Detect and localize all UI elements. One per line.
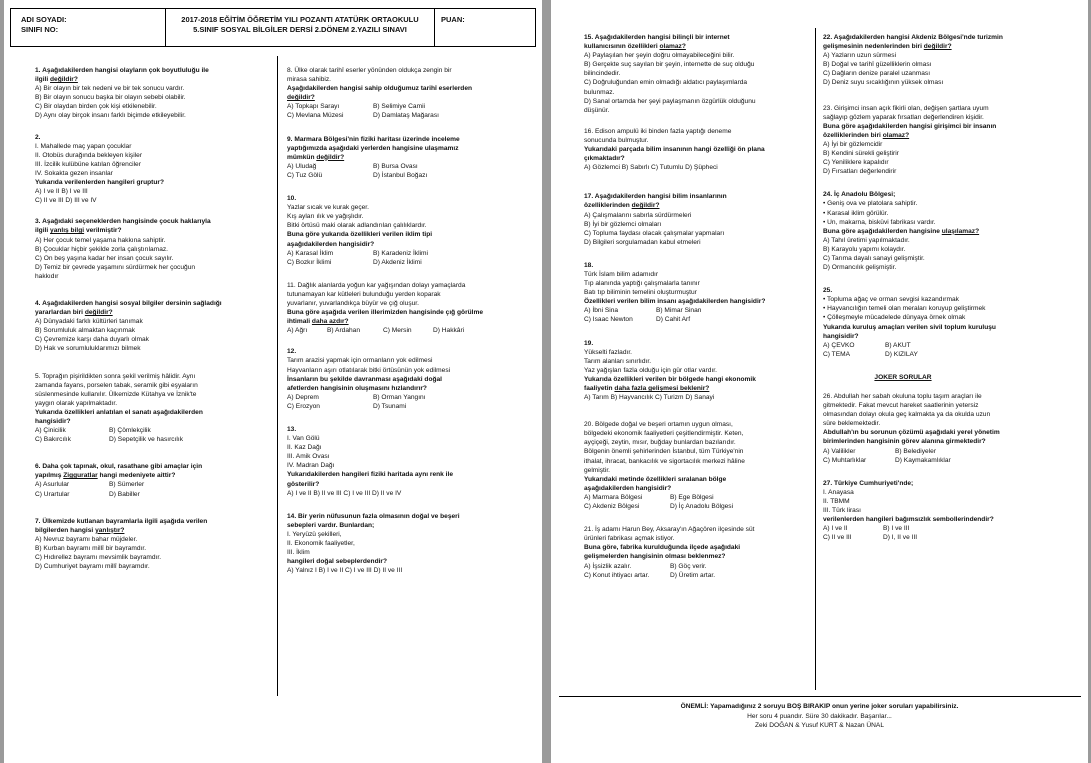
question-text: hangisidir?	[35, 418, 71, 425]
option-d[interactable]: D) Deniz suyu sıcaklığının yüksek olması	[823, 79, 944, 87]
statement: IV. Madran Dağı	[287, 462, 335, 470]
option-a[interactable]: A) İbni Sina	[584, 307, 619, 315]
question-text: 7. Ülkemizde kutlanan bayramlarla ilgili aşağıda verilen	[35, 517, 208, 525]
question-text: Yukarıda özellikleri verilen bir bölgede hangi ekonomik	[584, 375, 756, 383]
statement: I. Mahallede maç yapan çocuklar	[35, 142, 132, 150]
question-text: mümkün	[287, 153, 317, 161]
option-c[interactable]: C) Isaac Newton	[584, 316, 633, 324]
question-number: 10.	[287, 195, 297, 203]
passage: 11. Dağlık alanlarda yoğun kar yağışından dolayı yamaçlarda	[287, 281, 466, 289]
options[interactable]: A) Yalnız I B) I ve II C) I ve III D) II ve III	[287, 567, 403, 575]
option-a[interactable]: A) Çinicilik	[35, 427, 66, 435]
question-17	[584, 192, 812, 247]
option-d[interactable]: D) Temiz bir çevrede yaşamını sürdürmek her çocuğun	[35, 263, 196, 271]
teacher-names: Zeki DOĞAN & Yusuf KURT & Nazan ÜNAL	[755, 722, 884, 729]
options[interactable]: A) Tarım B) Hayvancılık C) Turizm D) Sanayi	[584, 394, 715, 402]
question-20	[584, 420, 812, 511]
passage: yuvarlanır, yuvarlandıkça büyür ve çığ oluşur.	[287, 299, 419, 307]
question-text: 17. Aşağıdakilerden hangisi bilim insanlarının	[584, 193, 727, 201]
statement: Yükselti fazladır.	[584, 348, 633, 356]
option-c[interactable]: C) Hıdırellez bayramı mevsimlik bayramdır.	[35, 554, 162, 562]
question-12	[287, 347, 523, 411]
question-26	[823, 392, 1085, 465]
statement: IV. Sokakta gezen insanlar	[35, 169, 113, 177]
passage: tutunamayan kar kütleleri bulunduğu yerden koparak	[287, 290, 441, 298]
options-a-b[interactable]: A) I ve II B) I ve III	[35, 188, 88, 196]
passage: 8. Ülke olarak tarihî eserler yönünden oldukça zengin bir	[287, 67, 452, 74]
question-emphasis: değildir?	[287, 94, 315, 102]
question-text: hangisidir?	[823, 332, 859, 340]
statement: II. Otobüs durağında bekleyen kişiler	[35, 151, 143, 159]
option-b[interactable]: B) Kurban bayramı millî bir bayramdır.	[35, 544, 147, 552]
statement: II. Kaz Dağı	[287, 444, 322, 452]
question-25	[823, 286, 1085, 359]
option-d[interactable]: D) Damlataş Mağarası	[373, 112, 439, 120]
question-text: Yukarıda verilenlerden hangileri gruptur?	[35, 179, 164, 187]
option-c[interactable]: C) Bozkır İklimi	[287, 258, 332, 266]
question-emphasis: değildir?	[84, 309, 113, 317]
column-divider	[815, 28, 816, 690]
option-a[interactable]: A) Tahıl üretimi yapılmaktadır.	[823, 236, 910, 244]
question-11	[287, 281, 523, 336]
question-21	[584, 525, 812, 580]
option-a[interactable]: A) Asurlular	[35, 481, 70, 489]
question-text: afetlerden hangisinin oluşmasını hızlandırır?	[287, 384, 427, 392]
question-2	[35, 133, 273, 206]
option-c[interactable]: C) Akdeniz Bölgesi	[584, 503, 640, 511]
question-text: birimlerinden hangisinin görev alanına girmektedir?	[823, 438, 986, 446]
option-a[interactable]: A) I ve II	[823, 525, 848, 533]
passage: 21. İş adamı Harun Bey, Aksaray'ın Ağaçören ilçesinde süt	[584, 526, 755, 534]
question-emphasis: ulaşılamaz?	[941, 227, 980, 235]
option-a[interactable]: A) Marmara Bölgesi	[584, 493, 643, 501]
passage: 20. Bölgede doğal ve beşeri ortamın uygun olması,	[584, 421, 733, 429]
option-a[interactable]: A) Uludağ	[287, 162, 317, 170]
option-a[interactable]: A) Topkapı Sarayı	[287, 103, 340, 111]
passage: yaygın olarak yapılmaktadır.	[35, 399, 118, 407]
question-text: Buna göre, fabrika kurulduğunda ilçede aşağıdaki	[584, 544, 741, 552]
option-b[interactable]: B) Doğal ve tarihî güzelliklerin olması	[823, 61, 932, 69]
option-b[interactable]: B) Sorumluluk almaktan kaçınmak	[35, 327, 136, 335]
option-b[interactable]: B) Karayolu yapımı kolaydır.	[823, 245, 906, 253]
question-number: 2.	[35, 133, 41, 141]
school-title: 2017-2018 EĞİTİM ÖĞRETİM YILI POZANTI ATATÜRK ORTAOKULU	[181, 15, 419, 24]
question-number: 13.	[287, 426, 297, 433]
question-text: gelişmesinin nedenlerinden biri	[823, 43, 924, 51]
option-b[interactable]: B) Ege Bölgesi	[670, 493, 714, 501]
option-c[interactable]: C) Konut ihtiyacı artar.	[584, 571, 650, 579]
question-emphasis: yanlış bilgi	[50, 227, 85, 235]
passage: bölgedeki ekonomik faaliyetleri çeşitlendirmiştir. Keten,	[584, 430, 744, 438]
question-4	[35, 299, 273, 354]
option-b[interactable]: B) Kendini sürekli geliştirir	[823, 150, 899, 158]
question-text: yaptığımızda aşağıdaki yerlerden hangisine ulaşmamız	[287, 144, 459, 152]
passage: zamanda fayans, porselen tabak, seramik gibi eşyaların	[35, 381, 198, 389]
question-16	[584, 127, 812, 172]
question-text: verilmiştir?	[84, 227, 122, 235]
option-d[interactable]: D) Cumhuriyet bayramı millî bayramdır.	[35, 563, 150, 571]
question-number: 18.	[584, 261, 594, 269]
question-9	[287, 135, 523, 180]
option-d[interactable]: D) Tsunami	[373, 402, 407, 410]
passage: süslenmesinde kullanılır. Ülkemizde Kütahya ve İznik'te	[35, 390, 197, 398]
class-label: SINIFI NO:	[21, 25, 59, 34]
footer-divider	[559, 696, 1081, 697]
question-text: 27. Türkiye Cumhuriyeti'nde;	[823, 479, 914, 487]
question-5	[35, 372, 273, 445]
question-text: Yukarıdaki parçada bilim insanının hangi özelliği ön plana	[584, 146, 765, 154]
question-text: 6. Daha çok tapınak, okul, rasathane gibi amaçlar için	[35, 463, 203, 471]
question-text: İnsanların bu şekilde davranması aşağıdaki doğal	[287, 375, 443, 383]
option-b[interactable]: B) Mimar Sinan	[656, 307, 702, 315]
name-label: ADI SOYADI:	[21, 15, 67, 24]
option-b[interactable]: B) Orman Yangını	[373, 393, 426, 401]
option-b[interactable]: B) Belediyeler	[895, 447, 937, 455]
statement: II. TBMM	[823, 497, 850, 505]
statement: Yaz yağışları fazla olduğu için gür otlar vardır.	[584, 366, 717, 374]
question-emphasis: olamaz?	[659, 43, 686, 51]
option-d-cont: düşünür.	[584, 106, 610, 114]
question-6	[35, 462, 273, 498]
passage: süre beklemektedir.	[823, 420, 881, 428]
question-text: yararlardan biri	[35, 309, 85, 317]
option-b[interactable]: B) Çömlekçilik	[109, 427, 151, 435]
option-c[interactable]: C) II ve III	[823, 534, 852, 542]
statement: Batı tıp biliminin temelini oluşturmuştur	[584, 289, 697, 297]
question-text: 24. İç Anadolu Bölgesi;	[823, 191, 896, 199]
question-emphasis: daha fazla gelişmesi beklenir?	[614, 385, 710, 392]
scoring-note: Her soru 4 puandır. Süre 30 dakikadır. Başarılar...	[747, 712, 892, 720]
question-text: 1. Aşağıdakilerden hangisi olayların çok boyutluluğu ile	[35, 67, 209, 74]
option-c[interactable]: C) TEMA	[823, 350, 850, 358]
passage: mirasa sahibiz.	[287, 76, 331, 84]
question-text: Abdullah'ın bu sorunun çözümü aşağıdaki yerel yönetim	[823, 429, 1000, 437]
option-c[interactable]: C) Bir olaydan birden çok kişi etkilenebilir.	[35, 103, 157, 111]
passage: 26. Abdullah her sabah okuluna toplu taşım araçları ile	[823, 393, 982, 400]
option-a[interactable]: A) Deprem	[287, 393, 319, 401]
option-d[interactable]: D) Fırsatları değerlendirir	[823, 168, 897, 176]
option-a[interactable]: A) Karasal İklim	[287, 249, 334, 257]
question-text: aşağıdakilerden hangisidir?	[584, 484, 672, 492]
score-label: PUAN:	[441, 15, 465, 24]
question-1	[35, 66, 273, 121]
question-number: 12.	[287, 348, 297, 356]
question-text: Buna göre aşağıda verilen illerimizden hangisinde çığ görülme	[287, 309, 484, 317]
option-c[interactable]: C) Urartular	[35, 490, 70, 498]
column-divider	[277, 56, 278, 696]
passage: ürünleri fabrikası açmak istiyor.	[584, 535, 675, 543]
options-c-d[interactable]: C) II ve III D) III ve IV	[35, 197, 97, 205]
question-text: Aşağıdakilerden hangisi sahip olduğumuz tarihî eserlerden	[287, 85, 473, 93]
option-b[interactable]: B) Karadeniz İklimi	[373, 249, 428, 257]
score-cell	[435, 9, 535, 46]
question-text: gösterilir?	[287, 480, 320, 488]
statement: Yazlar sıcak ve kurak geçer.	[287, 204, 369, 212]
option-d[interactable]: D) I, II ve III	[883, 534, 918, 542]
option-c[interactable]: C) Mevlana Müzesi	[287, 112, 344, 120]
question-text: 9. Marmara Bölgesi'nin fiziki haritası üzerinde inceleme	[287, 135, 460, 143]
option-c[interactable]: C) Tarıma dayalı sanayi gelişmiştir.	[823, 254, 925, 262]
question-emphasis: değildir?	[316, 153, 345, 161]
option-c[interactable]: C) Bakırcılık	[35, 436, 71, 444]
question-number: 19.	[584, 339, 594, 347]
question-emphasis: olamaz?	[882, 131, 910, 139]
question-text: çıkmaktadır?	[584, 155, 625, 163]
passage: ithalat, ihracat, bankacılık ve sigortacılık merkezi hâline	[584, 457, 745, 465]
option-a[interactable]: A) Dünyadaki farklı kültürleri tanımak	[35, 318, 143, 326]
option-b[interactable]: B) İyi bir gözlemci olmaları	[584, 220, 662, 228]
option-a[interactable]: A) Bir olayın bir tek nedeni ve bir tek sonucu vardır.	[35, 85, 185, 93]
statement: I. Van Gölü	[287, 435, 320, 443]
question-18	[584, 261, 812, 325]
option-b[interactable]: B) AKUT	[885, 341, 911, 349]
question-emphasis: değildir?	[50, 76, 78, 84]
options[interactable]: A) I ve II B) II ve III C) I ve III D) II ve IV	[287, 489, 402, 497]
option-d[interactable]: D) Hak ve sorumluluklarımızı bilmek	[35, 345, 141, 353]
question-text: Yukarıdaki metinde özellikleri sıralanan bölge	[584, 475, 727, 483]
question-text: özelliklerinden biri	[823, 131, 883, 139]
question-24	[823, 190, 1085, 272]
question-text: faaliyetin	[584, 385, 615, 392]
passage: 5. Toprağın pişirildikten sonra şekil verilmiş hâlidir. Aynı	[35, 372, 196, 380]
statement: • Hayvancılığın temeli olan meraları koruyup geliştirmek	[823, 305, 986, 313]
question-emphasis: yanlıştır?	[95, 526, 125, 534]
question-text: yapılmış	[35, 472, 64, 480]
option-d-cont: hakkıdır	[35, 272, 59, 280]
question-text: kullanıcısının özellikleri	[584, 43, 660, 51]
column-3	[584, 33, 812, 592]
statement: III. İklim	[287, 549, 310, 557]
option-c-cont: bulunmaz.	[584, 88, 615, 96]
statement: Tarım arazisi yapmak için ormanların yok edilmesi	[287, 357, 433, 365]
exam-page-2	[551, 0, 1088, 763]
question-text: Yukarıda kuruluş amaçları verilen sivil toplum kuruluşu	[823, 323, 996, 331]
footer-note	[551, 702, 1088, 731]
question-27	[823, 479, 1085, 543]
option-d[interactable]: D) Ormancılık gelişmiştir.	[823, 264, 897, 272]
option-a[interactable]: A) Valilikler	[823, 447, 856, 455]
option-c[interactable]: C) Tuz Gölü	[287, 171, 323, 179]
question-emphasis: değildir?	[923, 43, 952, 51]
question-text: özelliklerinden	[584, 202, 632, 210]
question-emphasis: daha azdır?	[311, 318, 349, 326]
option-c[interactable]: C) Topluma faydası olacak çalışmalar yapmaları	[584, 229, 725, 237]
statement: Kış ayları ılık ve yağışlıdır.	[287, 213, 364, 221]
option-b[interactable]: B) Bursa Ovası	[373, 162, 418, 170]
exam-header	[10, 8, 536, 47]
question-text: hangi medeniyete aittir?	[97, 472, 176, 480]
question-19	[584, 339, 812, 403]
student-info-cell	[11, 9, 166, 46]
option-b[interactable]: B) Gerçekte suç sayılan bir şeyin, internette de suç olduğu	[584, 61, 755, 69]
question-text: aşağıdakilerden hangisidir?	[287, 240, 375, 248]
statement: II. Ekonomik faaliyetler,	[287, 540, 355, 548]
passage: sağlayıp gözlem yaparak fırsatları değerlendiren kişidir.	[823, 113, 984, 121]
statement: III. Amik Ovası	[287, 453, 330, 461]
option-b[interactable]: B) Göç verir.	[670, 562, 707, 570]
column-1	[35, 66, 273, 583]
option-c[interactable]: C) Yeniliklere kapalıdır	[823, 159, 889, 167]
question-text: sebepleri vardır. Bunlardan;	[287, 521, 375, 529]
statement: • Karasal iklim görülür.	[823, 209, 889, 217]
option-d[interactable]: D) Sepetçilik ve hasırcılık	[109, 436, 184, 444]
passage: 23. Girişimci insan açık fikirli olan, değişen şartlara uyum	[823, 104, 989, 112]
option-b[interactable]: B) Çocuklar hiçbir şekilde zorla çalıştırılamaz.	[35, 245, 169, 253]
option-d[interactable]: D) Kaymakamlıklar	[895, 456, 951, 464]
question-text: Yukarıda özellikleri anlatılan el sanatı aşağıdakilerden	[35, 408, 203, 416]
option-a[interactable]: A) Yazların uzun sürmesi	[823, 52, 897, 60]
question-text: 14. Bir yerin nüfusunun fazla olmasının doğal ve beşeri	[287, 512, 460, 520]
question-text: 22. Aşağıdakilerden hangisi Akdeniz Bölgesi'nde turizmin	[823, 34, 1003, 41]
option-d[interactable]: D) Cahit Arf	[656, 316, 691, 324]
passage: olmasından dolayı okula geç kalmakta ya da okulda uzun	[823, 411, 991, 419]
exam-title-cell	[166, 9, 435, 46]
statement: Hayvanların aşırı otlatılarak bitki örtüsünün yok edilmesi	[287, 366, 451, 374]
passage: ayçiçeği, zeytin, mısır, buğday bunlardan bazılarıdır.	[584, 439, 736, 447]
statement: • Un, makarna, bisküvi fabrikası vardır.	[823, 218, 936, 226]
option-d[interactable]: D) Aynı olay birçok insanı farklı biçimde etkileyebilir.	[35, 112, 186, 120]
question-text: hangileri doğal sebeplerdendir?	[287, 558, 388, 566]
important-note: ÖNEMLİ: Yapamadığınız 2 soruyu BOŞ BIRAKIP onun yerine joker soruları yapabilirsiniz.	[680, 703, 959, 710]
option-a[interactable]: A) Ağrı	[287, 327, 308, 335]
question-text: 15. Aşağıdakilerden hangisi bilinçli bir internet	[584, 34, 730, 41]
option-b-cont: bilincindedir.	[584, 70, 621, 78]
option-d[interactable]: D) Üretim artar.	[670, 571, 716, 579]
passage: sonucunda bulmuştur.	[584, 136, 649, 144]
joker-heading: JOKER SORULAR	[874, 373, 932, 381]
question-text: Buna göre aşağıdakilerden hangisine	[823, 227, 942, 235]
option-d[interactable]: D) İstanbul Boğazı	[373, 171, 428, 179]
statement: Türk İslam bilim adamıdır	[584, 270, 659, 278]
question-text: 3. Aşağıdaki seçeneklerden hangisinde çocuk haklarıyla	[35, 218, 211, 226]
option-b[interactable]: B) Bir olayın sonucu başka bir olayın sebebi olabilir.	[35, 94, 186, 102]
statement: • Topluma ağaç ve orman sevgisi kazandırmak	[823, 296, 959, 304]
question-text: bilgilerden hangisi	[35, 526, 96, 534]
option-d[interactable]: D) Babiller	[109, 490, 140, 498]
option-b[interactable]: B) Ardahan	[327, 327, 360, 335]
option-b[interactable]: B) Selimiye Camii	[373, 103, 426, 111]
question-text: verilenlerden hangileri bağımsızlık sembollerindendir?	[823, 516, 994, 524]
option-a[interactable]: A) İyi bir gözlemcidir	[823, 140, 883, 148]
statement: • Geniş ova ve platolara sahiptir.	[823, 200, 918, 208]
option-a[interactable]: A) Her çocuk temel yaşama hakkına sahiptir.	[35, 236, 166, 244]
question-text: ilgili	[35, 227, 51, 235]
question-text: Yukarıdakilerden hangileri fiziki haritada aynı renk ile	[287, 471, 454, 479]
option-a[interactable]: A) ÇEVKO	[823, 341, 855, 349]
statement: Bitki örtüsü maki olarak adlandırılan çalılıklardır.	[287, 222, 427, 230]
option-c[interactable]: C) Dağların denize paralel uzanması	[823, 70, 931, 78]
question-13	[287, 425, 523, 498]
column-2	[287, 66, 523, 587]
option-a[interactable]: A) Nevruz bayramı bahar müjdeler.	[35, 535, 138, 543]
question-8	[287, 66, 523, 121]
question-7	[35, 517, 273, 572]
option-a[interactable]: A) Paylaşılan her şeyin doğru olmayabileceğini bilir.	[584, 52, 735, 60]
question-14	[287, 512, 523, 576]
option-d[interactable]: D) İç Anadolu Bölgesi	[670, 503, 734, 511]
passage: gelmiştir.	[584, 466, 611, 474]
statement: III. İzcilik kulübüne katılan öğrenciler	[35, 160, 141, 168]
passage: gitmektedir. Fakat mevcut hareket saatlerinin yetersiz	[823, 402, 979, 410]
option-d[interactable]: D) Bilgileri sorgulamadan kabul etmeleri	[584, 238, 701, 246]
option-b[interactable]: B) Sümerler	[109, 481, 145, 489]
question-emphasis: değildir?	[631, 202, 660, 210]
option-d[interactable]: D) Hakkâri	[433, 327, 465, 335]
option-a[interactable]: A) Çalışmalarını sabırla sürdürmeleri	[584, 211, 692, 219]
option-d[interactable]: D) Sanal ortamda her şeyi paylaşmanın özgürlük olduğunu	[584, 97, 756, 105]
question-emphasis: Zigguratlar	[63, 472, 98, 480]
question-text: ilgili	[35, 76, 51, 84]
passage: Bölgenin önemli şehirlerinden İstanbul, tüm Türkiye'nin	[584, 448, 744, 456]
question-text: ihtimali	[287, 318, 312, 326]
option-b[interactable]: B) I ve III	[883, 525, 910, 533]
question-3	[35, 217, 273, 281]
option-c[interactable]: C) Doğruluğundan emin olmadığı aldatıcı paylaşımlarda	[584, 79, 748, 87]
question-number: 25.	[823, 287, 833, 295]
statement: Tıp alanında yaptığı çalışmalarla tanınır	[584, 280, 700, 288]
question-text: Özellikleri verilen bilim insanı aşağıdakilerden hangisidir?	[584, 298, 766, 306]
passage: 16. Edison ampulü iki binden fazla yaptığı deneme	[584, 127, 732, 135]
exam-title: 5.SINIF SOSYAL BİLGİLER DERSİ 2.DÖNEM 2.YAZILI SINAVI	[193, 25, 407, 34]
exam-page-1	[4, 0, 542, 763]
option-d[interactable]: D) KIZILAY	[885, 350, 918, 358]
question-15	[584, 33, 812, 115]
question-23	[823, 104, 1085, 177]
option-d[interactable]: D) Akdeniz İklimi	[373, 258, 422, 266]
statement: I. Yeryüzü şekilleri,	[287, 530, 342, 538]
question-22	[823, 33, 1085, 88]
option-c[interactable]: C) Çevremize karşı daha duyarlı olmak	[35, 336, 149, 344]
column-4	[823, 33, 1085, 554]
option-c[interactable]: C) Muhtarlıklar	[823, 456, 867, 464]
statement: III. Türk lirası	[823, 507, 861, 515]
statement: I. Anayasa	[823, 488, 854, 496]
question-text: gelişmelerden hangisinin olması beklenmez?	[584, 553, 726, 561]
question-10	[287, 194, 523, 267]
option-c[interactable]: C) On beş yaşına kadar her insan çocuk sayılır.	[35, 254, 174, 262]
statement: • Çölleşmeyle mücadelede dünyaya örnek olmak	[823, 314, 966, 322]
question-text: 4. Aşağıdakilerden hangisi sosyal bilgiler dersinin sağladığı	[35, 299, 222, 307]
option-c[interactable]: C) Mersin	[383, 327, 412, 335]
option-c[interactable]: C) Erozyon	[287, 402, 320, 410]
statement: Tarım alanları sınırlıdır.	[584, 357, 652, 365]
question-text: Buna göre aşağıdakilerden hangisi girişimci bir insanın	[823, 122, 997, 130]
options[interactable]: A) Gözlemci B) Sabırlı C) Tutumlu D) Şüpheci	[584, 164, 718, 172]
option-a[interactable]: A) İşsizlik azalır.	[584, 562, 632, 570]
question-text: Buna göre yukarıda özellikleri verilen iklim tipi	[287, 231, 433, 239]
